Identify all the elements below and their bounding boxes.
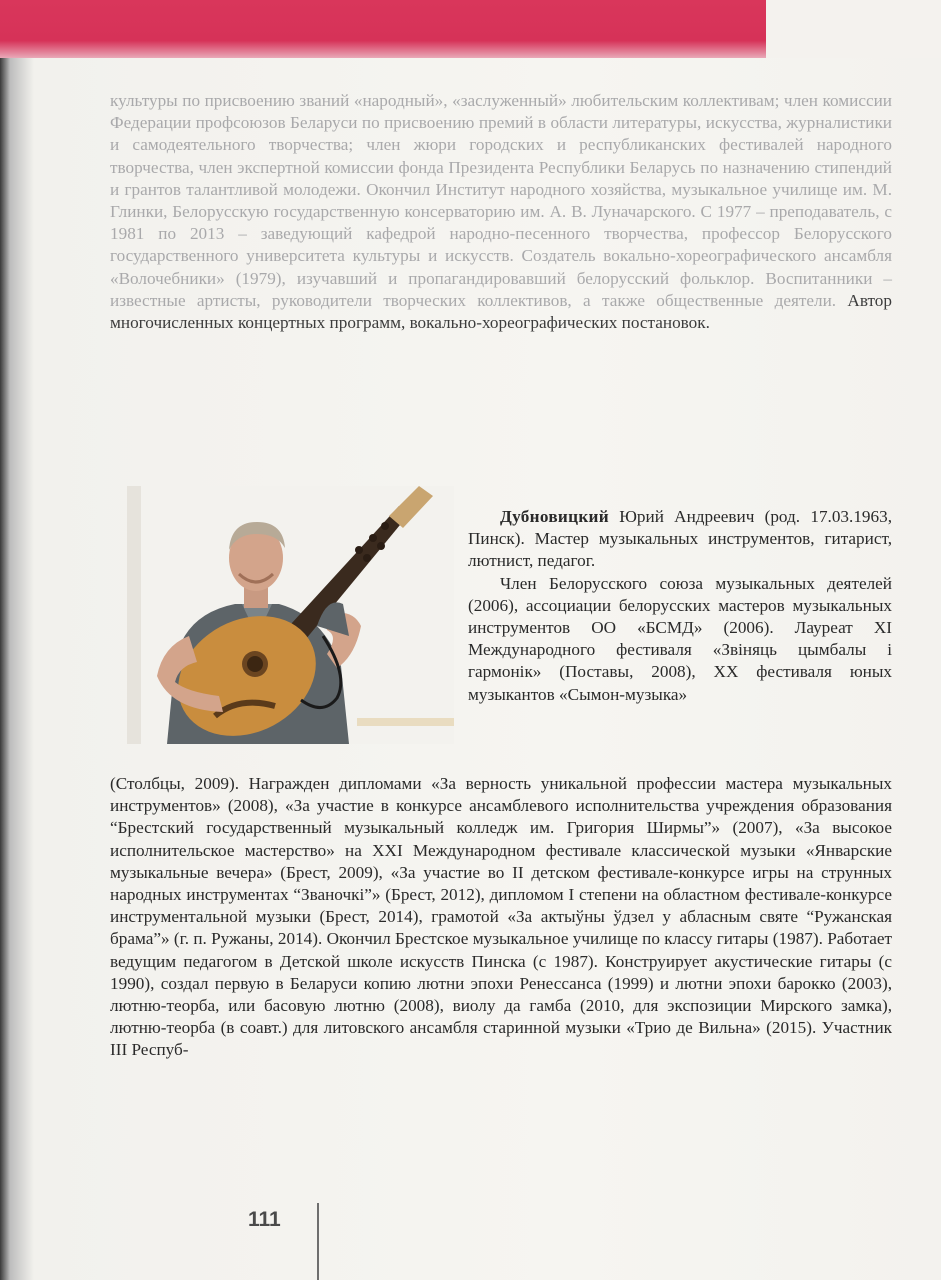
entry-surname: Дубновицкий [500, 507, 609, 526]
page-margin [766, 0, 941, 58]
page-divider-line [317, 1203, 319, 1280]
header-color-band [0, 0, 766, 58]
lute-player-illustration [127, 486, 454, 744]
intro-paragraph [110, 90, 892, 334]
portrait-photo [127, 486, 454, 744]
awards-and-career-paragraph: (Столбцы, 2009). Награжден дипломами «За верность уникальной профессии мастера музыкальных инструментов» (2008), «За участие в конкурсе ансамблевого исполнительства учреждения образования “Брестский государственный музыкальный колледж им. Григория Ширмы”» (2007), «За высокое исполнительское мастерство» на XXI Международном фестивале классической музыки «Январские музыкальные вечера» (Брест, 2009), «За участие во II детском фестивале-конкурсе игры на струнных народных инструментах “Званочкі”» (Брест, 2012), дипломом I степени на областном фестивале-конкурсе инструментальной музыки (Брест, 2014), грамотой «За актыўны ўдзел у абласным святе “Ружанская брама”» (г. п. Ружаны, 2014). Окончил Брестское музыкальное училище по классу гитары (1987). Работает ведущим педагогом в Детской школе искусств Пинска (с 1987). Конструирует акустические гитары (с 1990), создал первую в Беларуси копию лютни эпохи Ренессанса (1999) и лютни эпохи барокко (2003), лютню-теорба, или басовую лютню (2008), виолу да гамба (2010, для экспозиции Мирского замка), лютню-теорба (в соавт.) для литовского ансамбля старинной музыки «Трио де Вильна» (2015). Участник III Респуб- [110, 774, 892, 1060]
entry-name-and-role: Юрий Андреевич (род. 17.03.1963, Пинск). Мастер музыкальных инструментов, гитарист, лютнист, педагог. [468, 507, 892, 571]
membership-paragraph: Член Белорусского союза музыкальных деятелей (2006), ассоциации белорусских мастеров музыкальных инструментов ОО «БСМД» (2006). Лауреат XI Международного фестиваля «Звіняць цымбалы і гармонік» (Поставы, 2008), XX фестиваля юных музыкантов «Сымон-музыка» [468, 573, 892, 704]
intro-dark-text: Автор многочисленных концертных программ, вокально-хореографических постановок. [110, 290, 892, 333]
page-number: 111 [248, 1208, 281, 1231]
biography-main-text [110, 773, 892, 1062]
intro-faded-text: культуры по присвоению званий «народный», «заслуженный» любительским коллективам; член комиссии Федерации профсоюзов Беларуси по присвоению премий в области литературы, искусства, журналистики и самодеятельного творчества; член жюри городских и республиканских фестивалей народного творчества, член экспертной комиссии фонда Президента Республики Беларусь по назначению стипендий и грантов талантливой молодежи. Окончил Институт народного хозяйства, музыкальное училище им. М. Глинки, Белорусскую государственную консерваторию им. А. В. Луначарского. С 1977 – преподаватель, с 1981 по 2013 – заведующий кафедрой народно-песенного творчества, профессор Белорусского государственного университета культуры и искусств. Создатель вокально-хореографического ансамбля «Волочебники» (1979), изучавший и пропагандировавший белорусский фольклор. Воспитанники – известные артисты, руководители творческих коллективов, а также общественные деятели. [110, 91, 892, 310]
biography-intro-column [468, 506, 892, 706]
